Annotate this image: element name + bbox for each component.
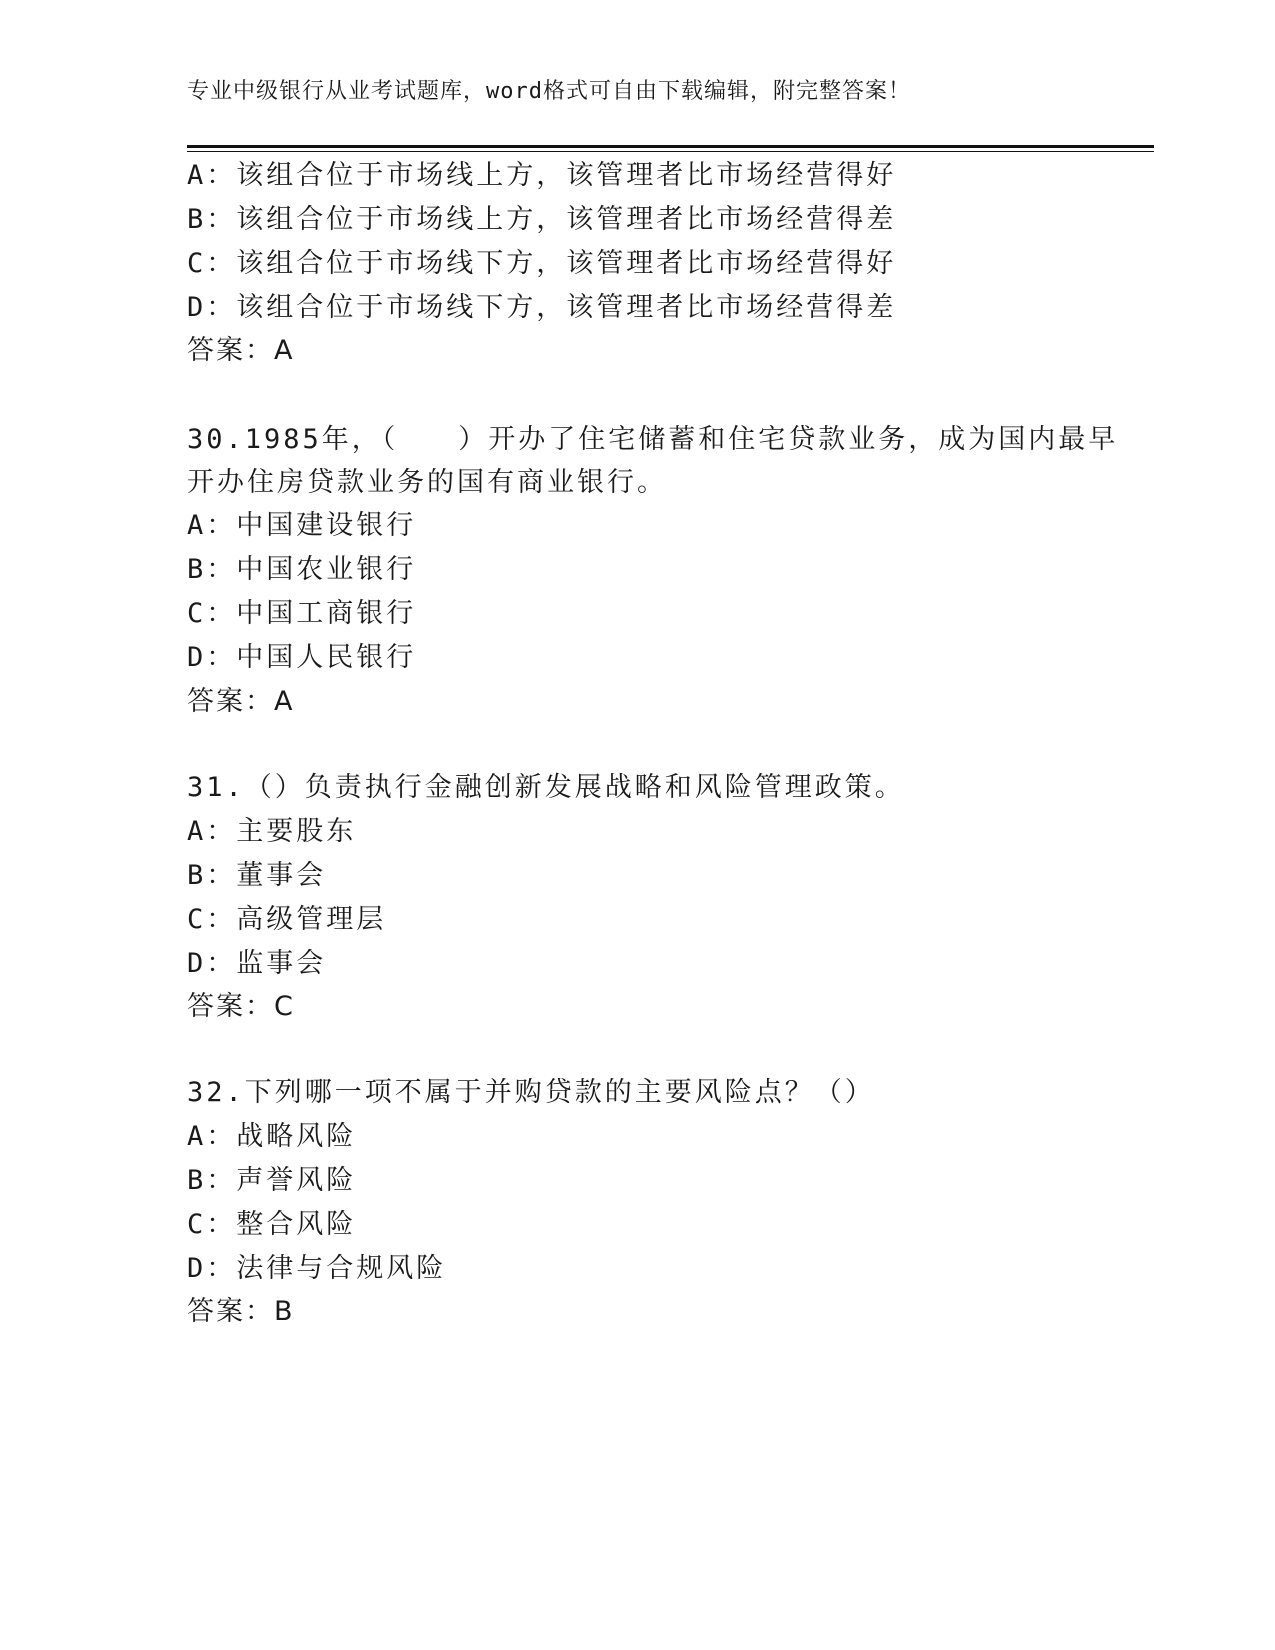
q31-option-c: C：高级管理层 [187,904,387,935]
header-divider-thin [187,151,1154,152]
q32-option-d: D：法律与合规风险 [187,1253,447,1284]
header-divider-thick [187,145,1154,148]
q30-option-d: D：中国人民银行 [187,642,417,673]
q31-option-d: D：监事会 [187,948,327,979]
q30-stem-line2: 开办住房贷款业务的国有商业银行。 [187,467,667,498]
q32-answer: 答案：B [187,1296,295,1327]
q29-answer: 答案：A [187,335,295,366]
q29-option-a: A：该组合位于市场线上方，该管理者比市场经营得好 [187,160,897,191]
q31-answer: 答案：C [187,991,295,1022]
q32-option-a: A：战略风险 [187,1121,357,1152]
q31-option-a: A：主要股东 [187,816,357,847]
q31-option-b: B：董事会 [187,860,327,891]
q30-option-c: C：中国工商银行 [187,598,417,629]
q29-option-c: C：该组合位于市场线下方，该管理者比市场经营得好 [187,248,897,279]
q30-answer: 答案：A [187,686,295,717]
q32-option-b: B：声誉风险 [187,1165,357,1196]
q30-option-b: B：中国农业银行 [187,554,417,585]
q32-stem: 32.下列哪一项不属于并购贷款的主要风险点？（） [187,1077,875,1108]
q30-stem-line1: 30.1985年，（ ）开办了住宅储蓄和住宅贷款业务，成为国内最早 [187,424,1119,455]
page-header: 专业中级银行从业考试题库，word格式可自由下载编辑，附完整答案！ [187,79,911,104]
q30-option-a: A：中国建设银行 [187,510,417,541]
q32-option-c: C：整合风险 [187,1209,357,1240]
q31-stem: 31.（）负责执行金融创新发展战略和风险管理政策。 [187,772,905,803]
q29-option-b: B：该组合位于市场线上方，该管理者比市场经营得差 [187,204,897,235]
q29-option-d: D：该组合位于市场线下方，该管理者比市场经营得差 [187,292,897,323]
